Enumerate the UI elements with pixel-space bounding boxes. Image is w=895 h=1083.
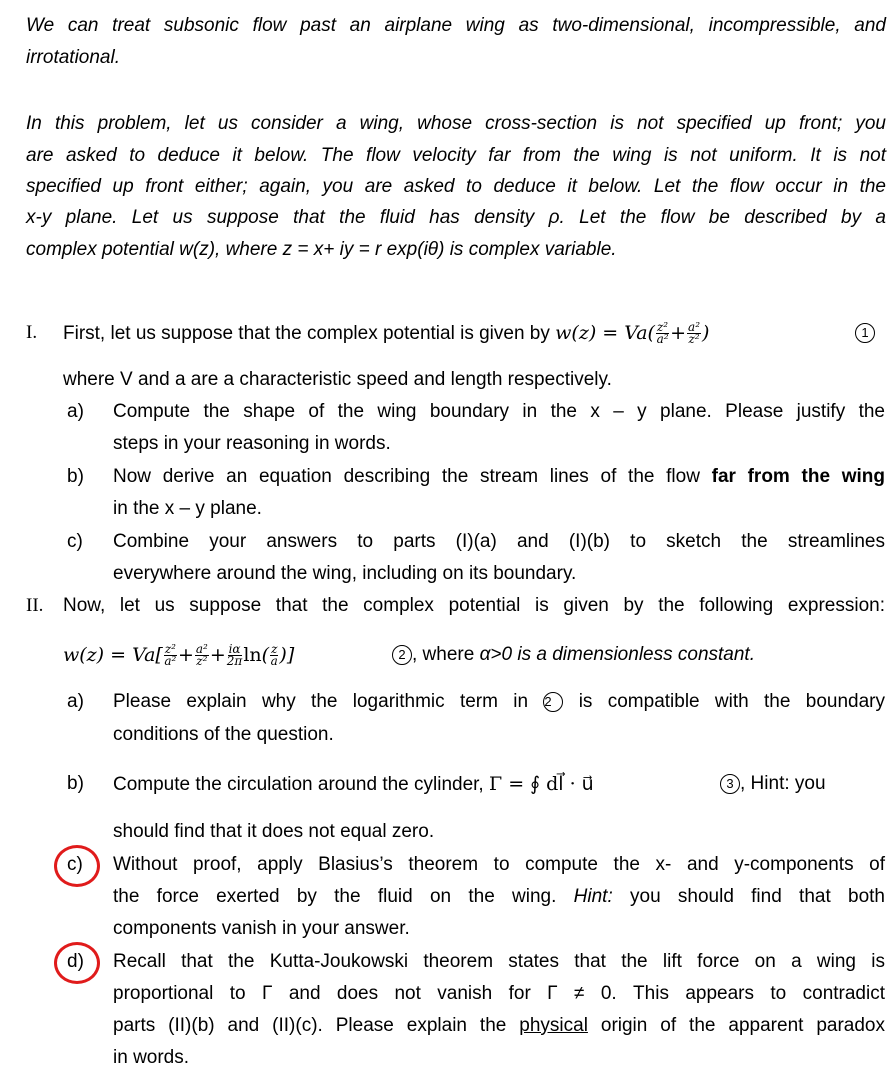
item-label: b) — [67, 466, 84, 487]
annotation-circle-c — [54, 845, 100, 887]
item-label: d) — [67, 951, 84, 972]
part1c-line: Combine your answers to parts (I)(a) and (I)(b) to sketch the streamlines — [113, 531, 885, 552]
fraction: $\frac{\text{a²}}{\text{z²}}$ — [688, 320, 701, 347]
intro-line: In this problem, let us consider a wing, whose cross-section is not specified up front; you — [26, 113, 886, 134]
part1a-line: steps in your reasoning in words. — [113, 433, 391, 454]
part2a-line: conditions of the question. — [113, 724, 334, 745]
part2b-line: should find that it does not equal zero. — [113, 821, 435, 842]
equation-number-1: 1 — [855, 321, 875, 345]
intro-line: are asked to deduce it below. The flow velocity far from the wing is not uniform. It is not — [26, 145, 886, 166]
part2b-line: Compute the circulation around the cylinder, Γ = ∮ dl⃗ · u⃗ — [113, 773, 594, 795]
part2-lead: Now, let us suppose that the complex potential is given by the following expression: — [63, 595, 885, 616]
part2c-line: Without proof, apply Blasius’s theorem to compute the x- and y-components of — [113, 854, 885, 875]
item-label: b) — [67, 773, 84, 794]
part2d-line: in words. — [113, 1047, 190, 1068]
equation-number-2: 2 — [392, 645, 412, 665]
item-label: c) — [67, 531, 83, 552]
part2a-line: Please explain why the logarithmic term in 2 is compatible with the boundary — [113, 691, 885, 712]
intro-line: irrotational. — [26, 47, 120, 68]
part1-equation-line: First, let us suppose that the complex potential is given by w(z) = Va( $\frac{\text{z²}}{\text{a²}}$ + $\frac{\text{a²}}{\text{z²}}$ ) — [63, 320, 710, 347]
part2c-line: components vanish in your answer. — [113, 918, 410, 939]
part-numeral: I. — [26, 322, 38, 343]
item-label: a) — [67, 691, 84, 712]
part2-equation-line: w(z) = Va[ $\frac{\text{z²}}{\text{a²}}$ + $\frac{\text{a²}}{\text{z²}}$ + $\frac{i\alpha}{2\pi}$ ln( $\frac{z}{a}$ )] — [63, 642, 295, 669]
part2c-line: the force exerted by the fluid on the wing. Hint: you should find that both — [113, 886, 885, 907]
intro-line: x-y plane. Let us suppose that the fluid has density ρ. Let the flow be described by a — [26, 207, 886, 228]
part2-equation-note: 2 , where α>0 is a dimensionless constant. — [392, 643, 755, 667]
fraction: $\frac{\text{z²}}{\text{a²}}$ — [164, 642, 177, 669]
circulation-formula: Γ = ∮ dl⃗ · u⃗ — [489, 773, 594, 795]
part1b-line: in the x – y plane. — [113, 498, 262, 519]
part1-lead: First, let us suppose that the complex potential is given by — [63, 323, 556, 344]
part1a-line: Compute the shape of the wing boundary in the x – y plane. Please justify the — [113, 401, 885, 422]
part2b-hint: 3 , Hint: you — [720, 772, 826, 796]
part1-where: where V and a are a characteristic speed and length respectively. — [63, 369, 612, 390]
equation-number-3: 3 — [720, 774, 740, 794]
part-numeral: II. — [26, 595, 44, 616]
intro-line: We can treat subsonic flow past an airplane wing as two-dimensional, incompressible, and — [26, 15, 886, 36]
part1b-line: Now derive an equation describing the stream lines of the flow far from the wing — [113, 466, 885, 487]
part2d-line: proportional to Γ and does not vanish for Γ ≠ 0. This appears to contradict — [113, 983, 885, 1004]
item-label: a) — [67, 401, 84, 422]
part2d-line: Recall that the Kutta-Joukowski theorem states that the lift force on a wing is — [113, 951, 885, 972]
part1c-line: everywhere around the wing, including on its boundary. — [113, 563, 577, 584]
fraction: $\frac{i\alpha}{2\pi}$ — [226, 642, 243, 669]
fraction: $\frac{\text{z²}}{\text{a²}}$ — [656, 320, 669, 347]
intro-line: specified up front either; again, you are asked to deduce it below. Let the flow occur in the — [26, 176, 886, 197]
fraction: $\frac{z}{a}$ — [270, 642, 278, 669]
annotation-circle-d — [54, 942, 100, 984]
part1-eq-lhs: w(z) = Va( — [555, 322, 655, 344]
part2d-line: parts (II)(b) and (II)(c). Please explain the physical origin of the apparent paradox — [113, 1015, 886, 1036]
intro-line: complex potential w(z), where z = x+ iy = r exp(iθ) is complex variable. — [26, 239, 617, 260]
fraction: $\frac{\text{a²}}{\text{z²}}$ — [195, 642, 208, 669]
item-label: c) — [67, 854, 83, 875]
